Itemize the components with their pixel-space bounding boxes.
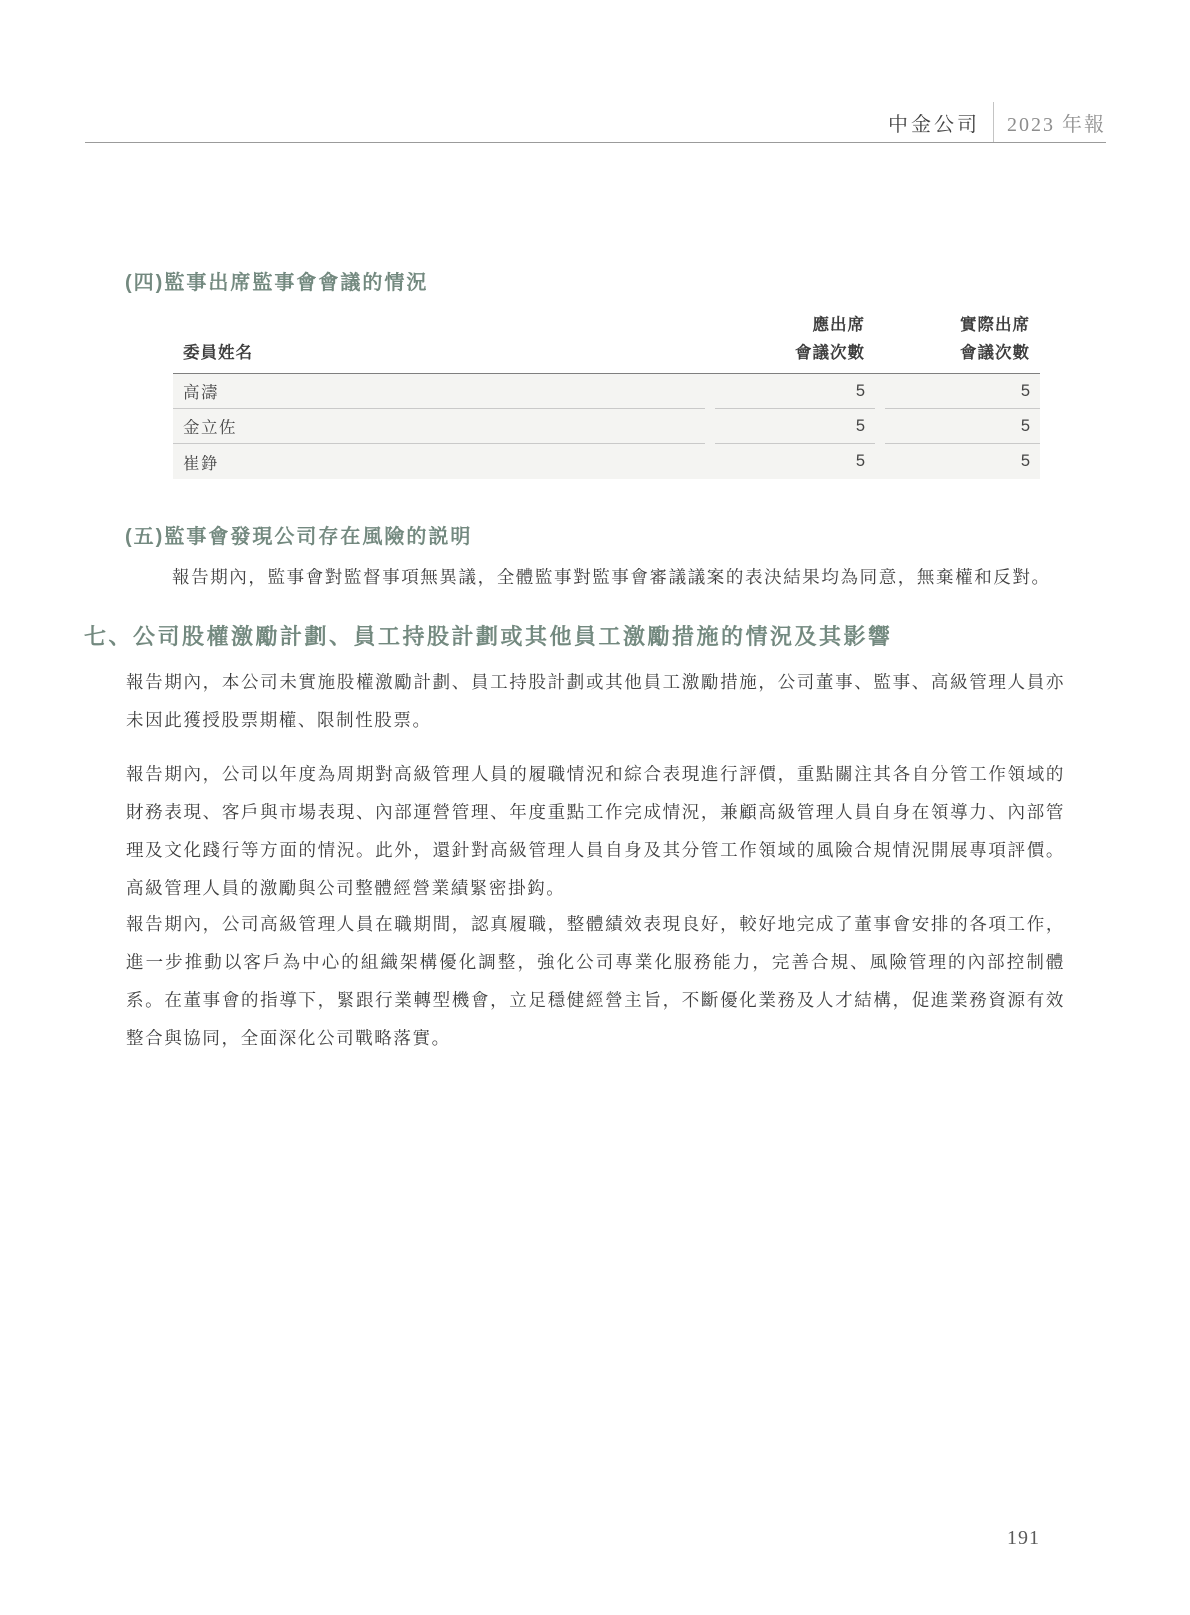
table-header-row: [173, 311, 1040, 374]
member-name: 高濤: [173, 374, 705, 409]
column-header-required: [715, 311, 875, 367]
required-meetings: 5: [855, 452, 865, 470]
actual-meetings: 5: [885, 374, 1040, 409]
section7-paragraph-2: 報告期內，公司以年度為周期對高級管理人員的履職情況和綜合表現進行評價，重點關注其各自分管工作領域的財務表現、客戶與市場表現、內部運營管理、年度重點工作完成情況，兼顧高級管理人員自身在領導力、內部管理及文化踐行等方面的情況。此外，還針對高級管理人員自身及其分管工作領域的風險合規情況開展專項評價。高級管理人員的激勵與公司整體經營業績緊密掛鈎。: [126, 764, 1065, 898]
section5-title: (五)監事會發現公司存在風險的説明: [125, 526, 473, 548]
section7-paragraph-1: 報告期內，本公司未實施股權激勵計劃、員工持股計劃或其他員工激勵措施，公司董事、監事、高級管理人員亦未因此獲授股票期權、限制性股票。: [126, 672, 1065, 730]
column-header-name: 委員姓名: [183, 344, 253, 362]
actual-meetings: 5: [1020, 452, 1030, 470]
report-year: 2023 年報: [1007, 113, 1106, 136]
section7-paragraph-3: 報告期內，公司高級管理人員在職期間，認真履職，整體績效表現良好，較好地完成了董事會安排的各項工作，進一步推動以客戶為中心的組織架構優化調整，強化公司專業化服務能力，完善合規、風險管理的內部控制體系。在董事會的指導下，緊跟行業轉型機會，立足穩健經營主旨，不斷優化業務及人才結構，促進業務資源有效整合與協同，全面深化公司戰略落實。: [126, 914, 1065, 1048]
section4-title: (四)監事出席監事會會議的情況: [125, 272, 429, 294]
member-name: 崔錚: [183, 454, 219, 473]
table-row: [173, 374, 1040, 409]
table-row: [173, 409, 1040, 444]
required-meetings: 5: [715, 409, 875, 444]
page-header: [85, 102, 1106, 143]
required-meetings: 5: [715, 374, 875, 409]
section7-title: 七、公司股權激勵計劃、員工持股計劃或其他員工激勵措施的情況及其影響: [84, 624, 893, 649]
header-divider: [993, 102, 994, 142]
column-header-required-line2: 會議次數: [795, 344, 865, 362]
column-header-required-line1: 應出席: [812, 316, 865, 334]
column-header-actual: [885, 311, 1040, 367]
actual-meetings: 5: [885, 409, 1040, 444]
company-name: 中金公司: [888, 113, 980, 136]
member-name: 金立佐: [173, 409, 705, 444]
supervisor-attendance-table: [173, 311, 1040, 479]
column-header-actual-line2: 會議次數: [960, 344, 1030, 362]
table-row: [173, 444, 1040, 479]
section5-paragraph: 報告期內，監事會對監督事項無異議，全體監事對監事會審議議案的表決結果均為同意，無棄權和反對。: [172, 567, 1051, 587]
column-header-actual-line1: 實際出席: [960, 316, 1030, 334]
page-number: 191: [1007, 1527, 1040, 1549]
